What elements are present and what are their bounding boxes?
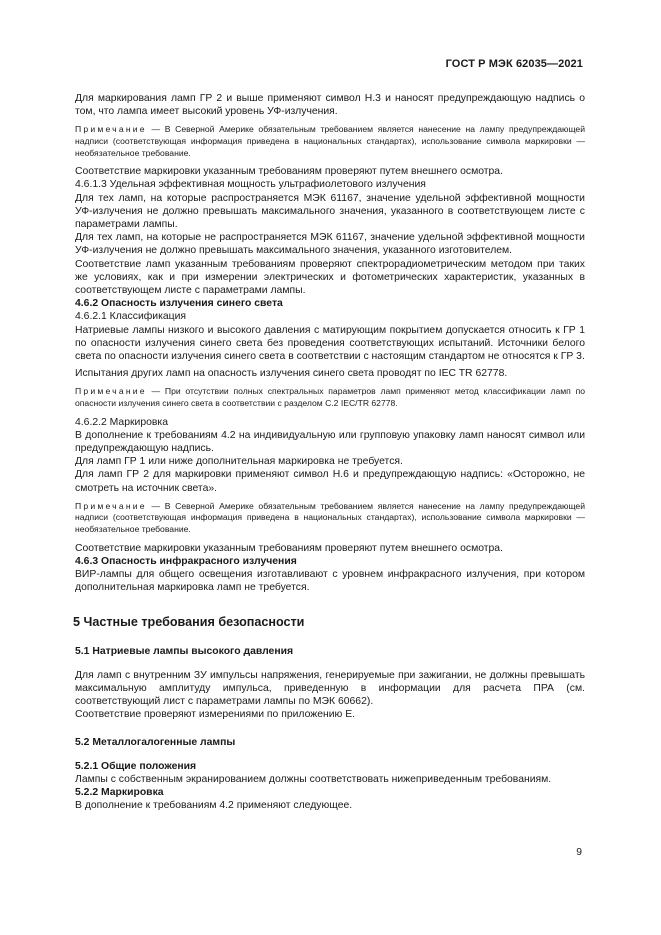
section-heading: 5.2.2 Маркировка [75,787,164,799]
subsection-title: 4.6.1.3 Удельная эффективная мощность ультрафиолетового излучения [75,179,426,191]
paragraph: Для ламп ГР 1 или ниже дополнительная маркировка не требуется. [75,456,403,468]
paragraph: Испытания других ламп на опасность излучения синего света проводят по IEC TR 62778. [75,368,508,380]
paragraph: Натриевые лампы низкого и высокого давления с матирующим покрытием допускается относить к ГР 1 по опасности излучения синего света без проведения соответствующих испытаний. Источники белого света по опасности излучения синего света в соответствии с настоящим стандартом не относятся к ГР 3. [75,324,585,363]
section-heading: 5.2 Металлогалогенные лампы [75,737,236,749]
paragraph: В дополнение к требованиям 4.2 на индивидуальную или групповую упаковку ламп наносят символ или предупреждающую надпись. [75,429,585,455]
note [75,501,585,536]
document-header: ГОСТ Р МЭК 62035—2021 [445,58,583,70]
paragraph: Для тех ламп, на которые не распространяется МЭК 61167, значение удельной эффективной мощности УФ-излучения не должно превышать максимального значения, указанного изготовителем. [75,232,585,257]
paragraph: Для ламп с внутренним ЗУ импульсы напряжения, генерируемые при зажигании, не должны превышать максимальную амплитуду импульса, приведенную в информации для расчета ПРА (см. соответствующий лист с параметрами лампы по МЭК 60662). [75,669,585,708]
page-number: 9 [576,847,582,858]
note-text: — В Северной Америке обязательным требованием является нанесение на лампу предупреждающей надписи (соответствующая информация приведена в национальных стандартах), использование символа маркировки — необязательное требование. [75,500,585,535]
note [75,124,585,159]
paragraph: Соответствие маркировки указанным требованиям проверяют путем внешнего осмотра. [75,542,503,554]
paragraph: Для маркирования ламп ГР 2 и выше применяют символ Н.3 и наносят предупреждающую надпись о том, что лампа имеет высокий уровень УФ-излучения. [75,93,585,118]
paragraph: В дополнение к требованиям 4.2 применяют следующее. [75,800,353,812]
paragraph: Соответствие проверяют измерениями по приложению Е. [75,709,356,721]
note-label: Примечание [75,500,147,511]
note-text: — При отсутствии полных спектральных параметров ламп применяют метод классификации ламп по опасности излучения синего света в соответствии с разделом С.2 IEC/TR 62778. [75,386,585,409]
subsection-title: 4.6.2.1 Классификация [75,311,187,323]
paragraph: Для ламп ГР 2 для маркировки применяют символ Н.6 и предупреждающую надпись: «Осторожно, не смотреть на источник света». [75,469,585,494]
paragraph: Соответствие ламп указанным требованиям проверяют спектрорадиометрическим методом при таких же условиях, как и при измерении электрических и фотометрических характеристик, указанных в соответствующем листе с параметрами лампы. [75,258,585,297]
section-heading: 4.6.3 Опасность инфракрасного излучения [75,555,297,567]
paragraph: Соответствие маркировки указанным требованиям проверяют путем внешнего осмотра. [75,166,503,178]
section-heading: 5.1 Натриевые лампы высокого давления [75,646,294,658]
note-label: Примечание [75,386,147,397]
paragraph: Лампы с собственным экранированием должны соответствовать нижеприведенным требованиям. [75,773,552,785]
note [75,386,585,409]
chapter-heading: 5 Частные требования безопасности [73,615,305,630]
note-label: Примечание [75,124,147,135]
note-text: — В Северной Америке обязательным требованием является нанесение на лампу предупреждающей надписи (соответствующая информация приведена в национальных стандартах), использование символа маркировки — необязательное требование. [75,124,585,158]
document-body [75,92,585,812]
section-heading: 4.6.2 Опасность излучения синего света [75,298,283,310]
paragraph: Для тех ламп, на которые распространяется МЭК 61167, значение удельной эффективной мощности УФ-излучения не должно превышать максимального значения, указанного в соответствующем листе с параметрами лампы. [75,192,585,230]
section-heading: 5.2.1 Общие положения [75,760,197,772]
subsection-title: 4.6.2.2 Маркировка [75,416,168,428]
paragraph: ВИР-лампы для общего освещения изготавливают с уровнем инфракрасного излучения, при котором дополнительная маркировка ламп не требуется. [75,569,585,594]
